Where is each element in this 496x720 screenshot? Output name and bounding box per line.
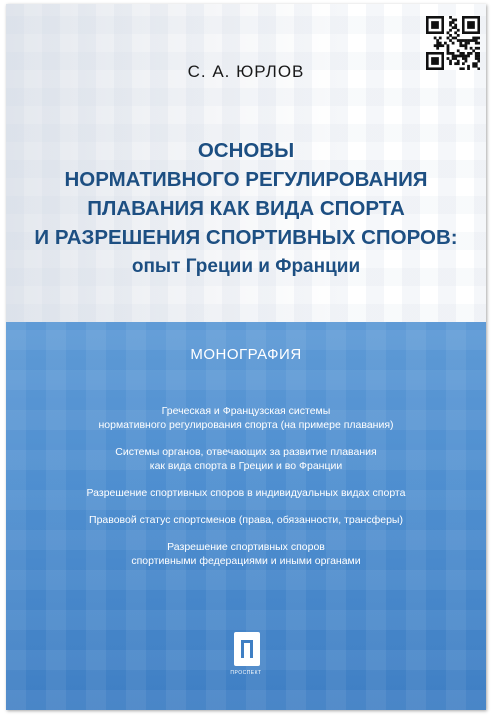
cover-top-panel	[6, 4, 486, 322]
topic-line: Правовой статус спортсменов (права, обязанности, трансферы)	[89, 514, 403, 526]
book-cover	[6, 4, 486, 710]
genre-label: МОНОГРАФИЯ	[190, 346, 302, 363]
topic-line: Греческая и Французская системы	[161, 405, 331, 417]
publisher-logo-icon	[234, 632, 260, 666]
topic-line: спортивными федерациями и иными органами	[131, 555, 361, 567]
author-name: С. А. ЮРЛОВ	[187, 62, 305, 81]
topic-line: нормативного регулирования спорта (на примере плавания)	[98, 419, 394, 431]
title-line: ПЛАВАНИЯ КАК ВИДА СПОРТА	[87, 197, 405, 220]
publisher-name: ПРОСПЕКТ	[230, 670, 262, 676]
topic-item	[6, 445, 486, 473]
title-line: ОСНОВЫ	[197, 139, 295, 162]
topic-line: Системы органов, отвечающих за развитие плавания	[115, 446, 377, 458]
book-subtitle: опыт Греции и Франции	[131, 256, 361, 277]
topic-item	[6, 540, 486, 568]
topic-line: Разрешение спортивных споров в индивидуальных видах спорта	[86, 487, 406, 499]
title-line: НОРМАТИВНОГО РЕГУЛИРОВАНИЯ	[64, 168, 428, 191]
topics-list	[6, 404, 486, 581]
topic-line: Разрешение спортивных споров	[167, 541, 325, 553]
topic-item	[6, 404, 486, 432]
topic-item	[6, 486, 486, 500]
topic-item	[6, 513, 486, 527]
topic-line: как вида спорта в Греции и во Франции	[149, 460, 343, 472]
cover-bottom-panel	[6, 322, 486, 710]
book-title	[6, 136, 486, 281]
title-line: И РАЗРЕШЕНИЯ СПОРТИВНЫХ СПОРОВ:	[34, 226, 458, 249]
